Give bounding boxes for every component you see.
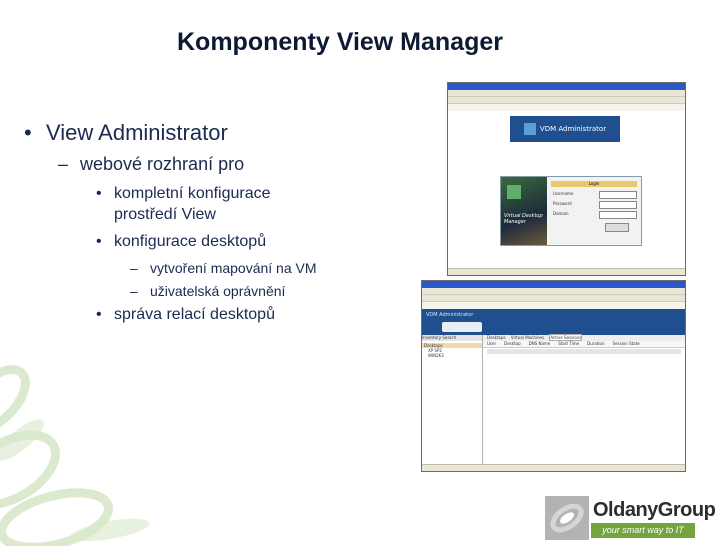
bullet-marker: •	[24, 120, 32, 145]
bullet-text: View Administrator	[46, 120, 228, 145]
item-complete-config-cont: prostředí View	[114, 206, 216, 223]
vmware-logo-icon	[524, 123, 536, 135]
slide-title: Komponenty View Manager	[177, 28, 503, 56]
subitem-user-permissions	[130, 283, 285, 299]
vmware-cube-icon	[507, 185, 521, 199]
login-button[interactable]	[605, 223, 629, 232]
status-bar	[422, 464, 685, 471]
leaf-logo-icon	[545, 496, 589, 540]
logo-tagline: your smart way to IT	[591, 523, 695, 538]
login-label-domain: Domain	[553, 211, 569, 216]
window-titlebar	[422, 281, 685, 288]
tree-item-desktops[interactable]: Desktops	[422, 343, 482, 348]
tab-desktops[interactable]: Desktops	[487, 335, 506, 340]
oldanygroup-logo	[545, 496, 716, 540]
col-dns-name: DNS Name	[528, 341, 551, 346]
screenshot-admin	[421, 280, 686, 472]
password-input[interactable]	[599, 201, 637, 209]
left-panel	[422, 335, 483, 464]
bullet-marker: •	[96, 233, 102, 250]
splash-text: Virtual Desktop Manager	[504, 213, 543, 225]
subitem-vm-mapping	[130, 260, 317, 276]
item-complete-config	[96, 185, 271, 203]
bullet-text: správa relací desktopů	[114, 306, 275, 323]
login-label-username: Username	[553, 191, 574, 196]
vdm-banner	[510, 116, 620, 142]
inventory-icon[interactable]	[442, 322, 482, 332]
bullet-text: konfigurace desktopů	[114, 233, 267, 250]
left-tabs	[422, 335, 482, 341]
tab-virtual-machines[interactable]: Virtual Machines	[510, 335, 545, 340]
tab-search[interactable]: Search	[442, 335, 457, 340]
sessions-panel	[483, 335, 685, 464]
col-desktop: Desktop	[504, 341, 521, 346]
bullet-text: vytvoření mapování na VM	[150, 260, 317, 276]
toolbar	[448, 97, 685, 104]
bullet-text: kompletní konfigurace	[114, 185, 271, 202]
vdm-header	[422, 309, 685, 335]
col-duration: Duration	[587, 341, 605, 346]
screenshot-login	[447, 82, 686, 276]
table-header	[483, 341, 685, 348]
login-label-password: Password	[553, 201, 572, 206]
tab-active-sessions[interactable]: Active Sessions	[550, 335, 582, 340]
table-row[interactable]	[487, 349, 681, 354]
item-session-management	[96, 306, 275, 324]
window-titlebar	[448, 83, 685, 90]
subbullet-web-interface	[58, 154, 244, 175]
logo-name: OldanyGroup	[593, 499, 716, 521]
menu-bar	[448, 90, 685, 97]
login-title: Login	[551, 181, 637, 187]
bullet-text: webové rozhraní pro	[80, 154, 245, 174]
status-bar	[448, 268, 685, 275]
domain-select[interactable]	[599, 211, 637, 219]
tab-inventory[interactable]: Inventory	[422, 335, 442, 340]
bullet-text: uživatelská oprávnění	[150, 283, 286, 299]
tree-item-win2k3[interactable]: WIN2K3	[428, 353, 444, 358]
bullet-marker: •	[96, 185, 102, 202]
dash-marker: –	[58, 154, 69, 174]
username-input[interactable]	[599, 191, 637, 199]
col-start-time: Start Time	[558, 341, 580, 346]
bullet-marker: •	[96, 306, 102, 323]
col-session-state: Session State	[612, 341, 640, 346]
dash-marker: –	[130, 283, 138, 299]
tree-item-xpsp2[interactable]: XP SP2	[428, 348, 442, 353]
login-panel	[500, 176, 642, 246]
vdm-header-title: VDM Administrator	[426, 312, 474, 318]
item-desktop-config	[96, 233, 266, 251]
toolbar	[422, 295, 685, 302]
page-area	[448, 111, 685, 268]
vdm-banner-text: VDM Administrator	[539, 125, 607, 133]
menu-bar	[422, 288, 685, 295]
dash-marker: –	[130, 260, 138, 276]
col-user: User	[487, 341, 497, 346]
bullet-view-administrator	[24, 120, 228, 146]
vdm-splash	[501, 177, 547, 245]
